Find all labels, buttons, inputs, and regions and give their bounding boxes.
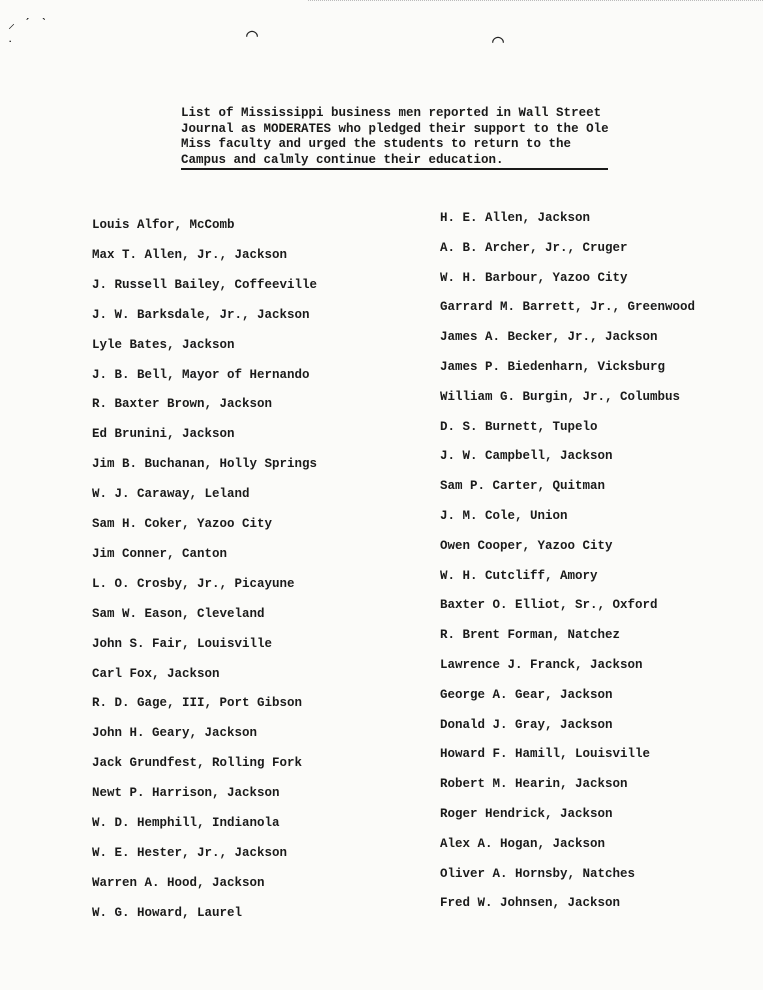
name-entry: W. G. Howard, Laurel [92,905,243,920]
name-entry: R. Baxter Brown, Jackson [92,397,273,412]
name-entry: J. B. Bell, Mayor of Hernando [92,367,310,382]
name-entry: R. D. Gage, III, Port Gibson [92,696,303,711]
name-entry: Baxter O. Elliot, Sr., Oxford [440,598,658,613]
header-line: List of Mississippi business men reported in Wall Street [181,106,602,120]
name-entry: Max T. Allen, Jr., Jackson [92,247,288,262]
name-entry: John H. Geary, Jackson [92,726,258,741]
name-entry: John S. Fair, Louisville [92,636,273,651]
name-entry: Lawrence J. Franck, Jackson [440,658,643,672]
name-entry: Jim Conner, Canton [92,546,228,561]
name-entry: Fred W. Johnsen, Jackson [440,896,621,911]
punch-mark-left: ⌒ [246,25,259,48]
name-entry: William G. Burgin, Jr., Columbus [440,389,681,404]
name-entry: Lyle Bates, Jackson [92,337,235,352]
name-entry: Roger Hendrick, Jackson [440,807,613,821]
name-entry: Oliver A. Hornsby, Natches [440,866,636,881]
document-header [181,106,611,170]
header-line-underlined: Campus and calmly continue their education. [181,153,608,171]
name-entry: James A. Becker, Jr., Jackson [440,330,658,345]
punch-mark-right: ⌒ [492,31,505,54]
name-entry: Sam H. Coker, Yazoo City [92,517,273,531]
name-entry: Louis Alfor, McComb [92,218,235,232]
name-entry: Sam P. Carter, Quitman [440,479,606,494]
header-line: Journal as MODERATES who pledged their support to the Ole [181,121,609,136]
speck: ˙ [6,40,15,56]
top-edge-dots [308,0,763,2]
name-entry: Warren A. Hood, Jackson [92,875,265,890]
name-entry: J. W. Campbell, Jackson [440,449,613,464]
name-entry: H. E. Allen, Jackson [440,211,591,225]
name-entry: Jim B. Buchanan, Holly Springs [92,457,318,472]
header-line: Miss faculty and urged the students to return to the [181,137,572,151]
name-entry: James P. Biedenharn, Vicksburg [440,360,666,374]
name-entry: George A. Gear, Jackson [440,687,613,702]
name-entry: Owen Cooper, Yazoo City [440,538,613,553]
name-entry: Jack Grundfest, Rolling Fork [92,756,303,771]
name-entry: W. J. Caraway, Leland [92,487,250,502]
corner-specks: ⸝ ˊ ˋ [8,17,49,33]
name-entry: L. O. Crosby, Jr., Picayune [92,576,295,591]
name-entry: W. H. Cutcliff, Amory [440,568,598,583]
name-entry: Sam W. Eason, Cleveland [92,606,265,621]
name-entry: D. S. Burnett, Tupelo [440,419,598,434]
name-entry: Alex A. Hogan, Jackson [440,836,606,851]
name-entry: Newt P. Harrison, Jackson [92,786,280,801]
name-entry: R. Brent Forman, Natchez [440,628,621,643]
name-entry: W. E. Hester, Jr., Jackson [92,845,288,860]
name-entry: Howard F. Hamill, Louisville [440,747,651,762]
name-entry: Ed Brunini, Jackson [92,427,235,442]
name-entry: Garrard M. Barrett, Jr., Greenwood [440,300,696,315]
name-entry: Carl Fox, Jackson [92,666,220,681]
name-entry: W. H. Barbour, Yazoo City [440,270,628,285]
name-entry: A. B. Archer, Jr., Cruger [440,240,628,255]
name-entry: J. W. Barksdale, Jr., Jackson [92,307,310,322]
name-entry: J. Russell Bailey, Coffeeville [92,277,318,292]
name-entry: Robert M. Hearin, Jackson [440,777,628,792]
name-entry: Donald J. Gray, Jackson [440,717,613,732]
name-entry: J. M. Cole, Union [440,509,568,523]
name-entry: W. D. Hemphill, Indianola [92,816,280,830]
